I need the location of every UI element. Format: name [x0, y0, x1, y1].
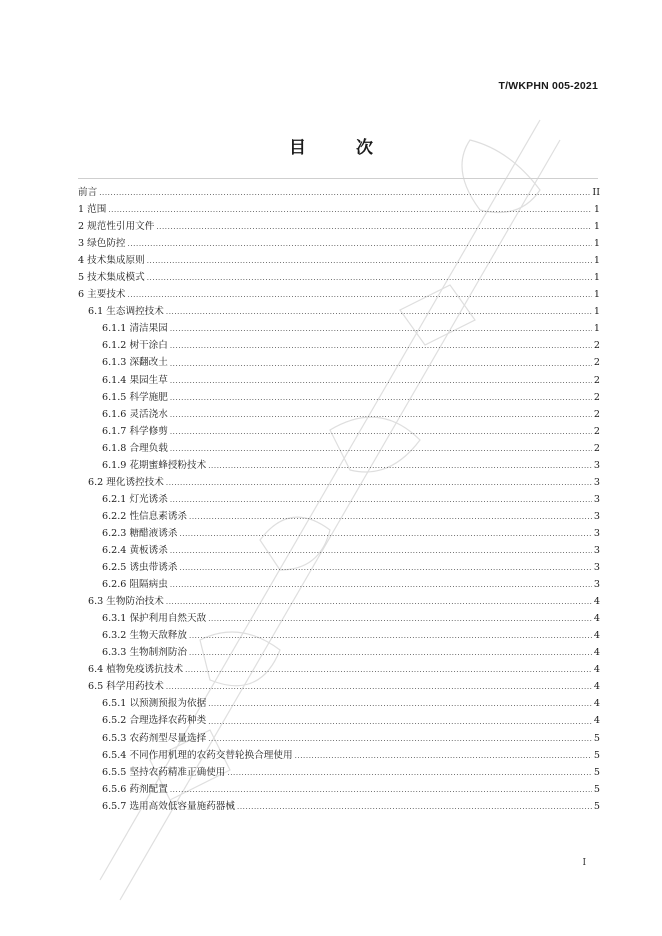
toc-dot-leader — [128, 290, 592, 300]
toc-entry[interactable] — [78, 184, 600, 201]
toc-entry-label: 3 绿色防控 — [78, 238, 126, 250]
toc-dot-leader — [166, 307, 592, 317]
page-number: I — [582, 858, 586, 868]
toc-entry[interactable] — [78, 610, 600, 627]
toc-entry[interactable] — [78, 576, 600, 593]
toc-entry[interactable] — [78, 286, 600, 303]
toc-entry-page: 4 — [593, 596, 600, 608]
toc-entry[interactable] — [78, 440, 600, 457]
toc-entry-page: 1 — [593, 272, 600, 284]
toc-entry-label: 6 主要技术 — [78, 289, 126, 301]
toc-entry[interactable] — [78, 678, 600, 695]
toc-entry-label: 6.2.2 性信息素诱杀 — [102, 510, 188, 522]
toc-entry[interactable] — [78, 661, 600, 678]
toc-entry-label: 6.3.1 保护利用自然天敌 — [102, 613, 207, 625]
toc-entry-label: 6.5.2 合理选择农药种类 — [102, 715, 207, 727]
toc-dot-leader — [128, 239, 592, 249]
toc-entry[interactable] — [78, 337, 600, 354]
toc-entry-label: 6.1.4 果园生草 — [102, 374, 168, 386]
toc-dot-leader — [166, 682, 592, 692]
toc-entry-page: 5 — [593, 783, 600, 795]
toc-entry-label: 6.1 生态调控技术 — [88, 306, 164, 318]
toc-entry[interactable] — [78, 559, 600, 576]
toc-entry-label: 6.1.3 深翻改土 — [102, 357, 168, 369]
toc-entry-label: 1 范围 — [78, 204, 107, 216]
toc-entry-page: 1 — [593, 255, 600, 267]
toc-dot-leader — [227, 768, 591, 778]
toc-entry-page: 2 — [593, 442, 600, 454]
toc-entry[interactable] — [78, 542, 600, 559]
toc-dot-leader — [170, 359, 592, 369]
toc-entry-page: 2 — [593, 408, 600, 420]
toc-entry-page: 1 — [593, 289, 600, 301]
toc-entry-page: 4 — [593, 647, 600, 659]
toc-entry[interactable] — [78, 354, 600, 371]
toc-entry[interactable] — [78, 218, 600, 235]
toc-entry[interactable] — [78, 712, 600, 729]
toc-dot-leader — [170, 546, 592, 556]
toc-dot-leader — [170, 580, 592, 590]
toc-entry-page: 3 — [593, 527, 600, 539]
toc-entry-page: 1 — [593, 306, 600, 318]
toc-entry-page: 3 — [593, 579, 600, 591]
toc-entry-label: 6.2.3 糖醋液诱杀 — [102, 527, 178, 539]
toc-entry[interactable] — [78, 525, 600, 542]
toc-dot-leader — [170, 410, 592, 420]
title-divider — [78, 178, 598, 179]
toc-entry-page: 4 — [593, 664, 600, 676]
toc-dot-leader — [185, 665, 592, 675]
toc-entry[interactable] — [78, 457, 600, 474]
toc-entry-label: 6.5.5 坚持农药精准正确使用 — [102, 766, 226, 778]
toc-entry[interactable] — [78, 252, 600, 269]
toc-entry-label: 6.4 植物免疫诱抗技术 — [88, 664, 184, 676]
toc-entry-label: 6.5.6 药剂配置 — [102, 783, 168, 795]
toc-entry-page: II — [592, 187, 600, 198]
toc-entry-label: 6.5 科学用药技术 — [88, 681, 164, 693]
toc-entry[interactable] — [78, 235, 600, 252]
table-of-contents — [78, 184, 600, 815]
toc-entry-label: 6.3.3 生物制剂防治 — [102, 647, 188, 659]
toc-entry[interactable] — [78, 320, 600, 337]
toc-dot-leader — [166, 597, 592, 607]
toc-entry-page: 5 — [593, 800, 600, 812]
toc-dot-leader — [208, 717, 592, 727]
toc-dot-leader — [170, 495, 592, 505]
standard-code: T/WKPHN 005-2021 — [498, 80, 598, 92]
toc-dot-leader — [108, 205, 592, 215]
toc-entry[interactable] — [78, 695, 600, 712]
toc-entry-page: 3 — [593, 544, 600, 556]
toc-dot-leader — [147, 273, 592, 283]
toc-entry[interactable] — [78, 474, 600, 491]
toc-dot-leader — [208, 734, 592, 744]
toc-entry-page: 4 — [593, 613, 600, 625]
toc-dot-leader — [189, 648, 592, 658]
toc-entry-page: 2 — [593, 357, 600, 369]
toc-entry[interactable] — [78, 269, 600, 286]
toc-entry-label: 6.3.2 生物天敌释放 — [102, 630, 188, 642]
toc-entry-page: 3 — [593, 510, 600, 522]
toc-entry-label: 6.1.1 清洁果园 — [102, 323, 168, 335]
toc-entry[interactable] — [78, 798, 600, 815]
toc-dot-leader — [189, 512, 592, 522]
toc-entry[interactable] — [78, 372, 600, 389]
toc-entry-label: 前言 — [78, 187, 98, 198]
toc-entry-page: 1 — [593, 221, 600, 233]
toc-entry-page: 3 — [593, 476, 600, 488]
toc-title: 目 次 — [289, 138, 395, 158]
toc-entry-label: 6.5.4 不同作用机理的农药交替轮换合理使用 — [102, 749, 293, 761]
toc-entry-label: 6.1.5 科学施肥 — [102, 391, 168, 403]
toc-entry-page: 5 — [593, 749, 600, 761]
toc-dot-leader — [147, 256, 592, 266]
toc-dot-leader — [170, 341, 592, 351]
toc-dot-leader — [208, 461, 592, 471]
toc-entry-page: 2 — [593, 374, 600, 386]
toc-entry-page: 4 — [593, 681, 600, 693]
toc-entry[interactable] — [78, 627, 600, 644]
toc-entry-page: 3 — [593, 493, 600, 505]
toc-entry-label: 6.3 生物防治技术 — [88, 596, 164, 608]
toc-entry[interactable] — [78, 644, 600, 661]
toc-dot-leader — [295, 751, 592, 761]
toc-dot-leader — [166, 478, 592, 488]
toc-entry[interactable] — [78, 406, 600, 423]
toc-dot-leader — [170, 427, 592, 437]
toc-entry-label: 6.1.8 合理负载 — [102, 442, 168, 454]
toc-entry[interactable] — [78, 491, 600, 508]
toc-entry-label: 6.2.4 黄板诱杀 — [102, 544, 168, 556]
toc-dot-leader — [170, 444, 592, 454]
toc-entry[interactable] — [78, 508, 600, 525]
toc-entry-label: 6.2.6 阻隔病虫 — [102, 579, 168, 591]
toc-dot-leader — [99, 188, 590, 198]
toc-entry-label: 6.5.3 农药剂型尽量选择 — [102, 732, 207, 744]
toc-dot-leader — [170, 393, 592, 403]
toc-dot-leader — [237, 802, 592, 812]
toc-entry-label: 5 技术集成模式 — [78, 272, 145, 284]
toc-entry[interactable] — [78, 423, 600, 440]
toc-entry-page: 1 — [593, 204, 600, 216]
toc-entry-label: 6.2.1 灯光诱杀 — [102, 493, 168, 505]
toc-dot-leader — [208, 699, 592, 709]
toc-entry-page: 5 — [593, 766, 600, 778]
toc-entry-label: 2 规范性引用文件 — [78, 221, 155, 233]
toc-dot-leader — [179, 563, 591, 573]
toc-entry-page: 3 — [593, 562, 600, 574]
toc-entry[interactable] — [78, 781, 600, 798]
toc-dot-leader — [189, 631, 592, 641]
toc-entry-page: 2 — [593, 425, 600, 437]
toc-entry-page: 1 — [593, 323, 600, 335]
toc-dot-leader — [156, 222, 592, 232]
toc-entry-page: 4 — [593, 698, 600, 710]
toc-entry-label: 6.1.7 科学修剪 — [102, 425, 168, 437]
toc-entry-page: 4 — [593, 715, 600, 727]
toc-entry[interactable] — [78, 201, 600, 218]
toc-dot-leader — [170, 376, 592, 386]
toc-dot-leader — [179, 529, 591, 539]
toc-entry-page: 5 — [593, 732, 600, 744]
toc-entry[interactable] — [78, 764, 600, 781]
toc-entry-page: 2 — [593, 391, 600, 403]
toc-entry-page: 4 — [593, 630, 600, 642]
toc-entry-label: 6.2 理化诱控技术 — [88, 476, 164, 488]
toc-entry[interactable] — [78, 303, 600, 320]
toc-entry[interactable] — [78, 730, 600, 747]
toc-entry-label: 4 技术集成原则 — [78, 255, 145, 267]
toc-entry-label: 6.5.7 选用高效低容量施药器械 — [102, 800, 235, 812]
toc-entry-label: 6.1.9 花期蜜蜂授粉技术 — [102, 459, 207, 471]
toc-entry[interactable] — [78, 593, 600, 610]
toc-entry[interactable] — [78, 747, 600, 764]
toc-entry-label: 6.1.2 树干涂白 — [102, 340, 168, 352]
toc-entry-page: 1 — [593, 238, 600, 250]
toc-dot-leader — [170, 785, 592, 795]
toc-entry[interactable] — [78, 389, 600, 406]
toc-entry-label: 6.5.1 以预测预报为依据 — [102, 698, 207, 710]
toc-dot-leader — [208, 614, 592, 624]
toc-entry-page: 2 — [593, 340, 600, 352]
toc-entry-label: 6.2.5 诱虫带诱杀 — [102, 562, 178, 574]
toc-entry-label: 6.1.6 灵活浇水 — [102, 408, 168, 420]
toc-dot-leader — [170, 324, 592, 334]
toc-entry-page: 3 — [593, 459, 600, 471]
